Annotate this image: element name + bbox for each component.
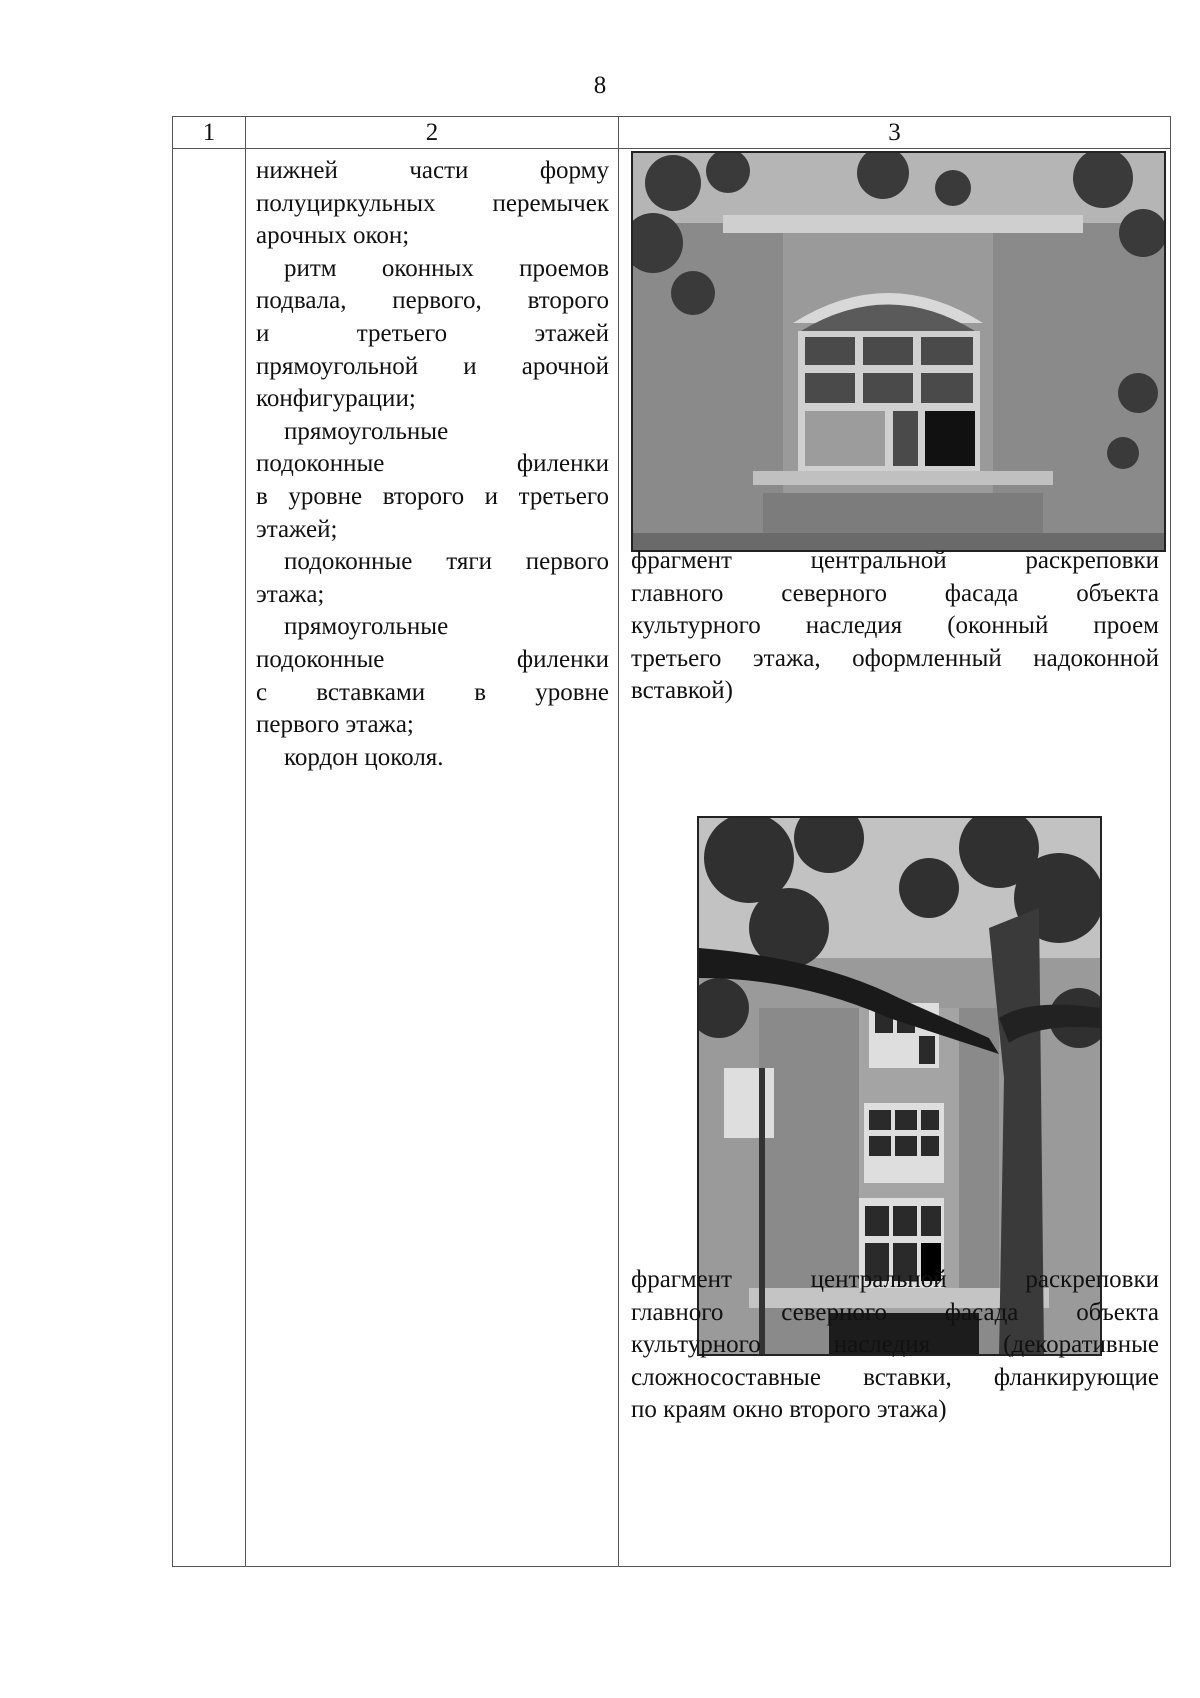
header-col-2: 2 [246, 117, 619, 149]
caption-line: сложносоставные вставки, фланкирующие [631, 1363, 1159, 1391]
text-line: ритм оконных проемов [284, 254, 609, 282]
text-line: кордон цоколя. [284, 743, 444, 771]
table-header-row [173, 117, 1171, 149]
header-col-1: 1 [173, 117, 246, 149]
text-line: конфигурации; [256, 385, 416, 413]
text-line: нижней части форму [256, 157, 609, 184]
text-line: подоконные филенки [256, 450, 609, 478]
text-line: этажей; [256, 515, 338, 543]
photo-arched-window [631, 151, 1166, 552]
photo-1-caption [631, 545, 1159, 708]
caption-line: культурного наследия (декоративные [631, 1331, 1159, 1359]
text-line: прямоугольные [284, 613, 449, 641]
text-line: этажа; [256, 580, 325, 608]
caption-line: фрагмент центральной раскреповки [631, 1266, 1159, 1293]
text-line: подвала, первого, второго [256, 287, 609, 315]
document-table [172, 116, 1171, 1567]
text-line: арочных окон; [256, 222, 410, 250]
text-line: подоконные тяги первого [284, 548, 609, 576]
cell-col-2-features [246, 149, 619, 1567]
text-line: подоконные филенки [256, 645, 609, 673]
text-line: и третьего этажей [256, 319, 609, 347]
photo-arched-window-drawing [633, 153, 1164, 550]
text-line: полуциркульных перемычек [256, 189, 609, 217]
text-line: первого этажа; [256, 711, 414, 739]
text-line: прямоугольные [284, 417, 449, 445]
text-line: с вставками в уровне [256, 678, 609, 706]
caption-line: главного северного фасада объекта [631, 579, 1159, 607]
table-row [173, 149, 1171, 1567]
caption-line: третьего этажа, оформленный надоконной [631, 644, 1159, 672]
cell-col-1 [173, 149, 246, 1567]
caption-line: вставкой) [631, 677, 733, 705]
photo-2-caption [631, 1264, 1159, 1427]
text-line: в уровне второго и третьего [256, 482, 609, 510]
caption-line: главного северного фасада объекта [631, 1298, 1159, 1326]
caption-line: фрагмент центральной раскреповки [631, 547, 1159, 574]
caption-line: культурного наследия (оконный проем [631, 612, 1159, 640]
cell-col-3-photos [619, 149, 1171, 1567]
caption-line: по краям окно второго этажа) [631, 1396, 947, 1424]
header-col-3: 3 [619, 117, 1171, 149]
text-line: прямоугольной и арочной [256, 352, 609, 380]
page-number: 8 [593, 72, 607, 99]
